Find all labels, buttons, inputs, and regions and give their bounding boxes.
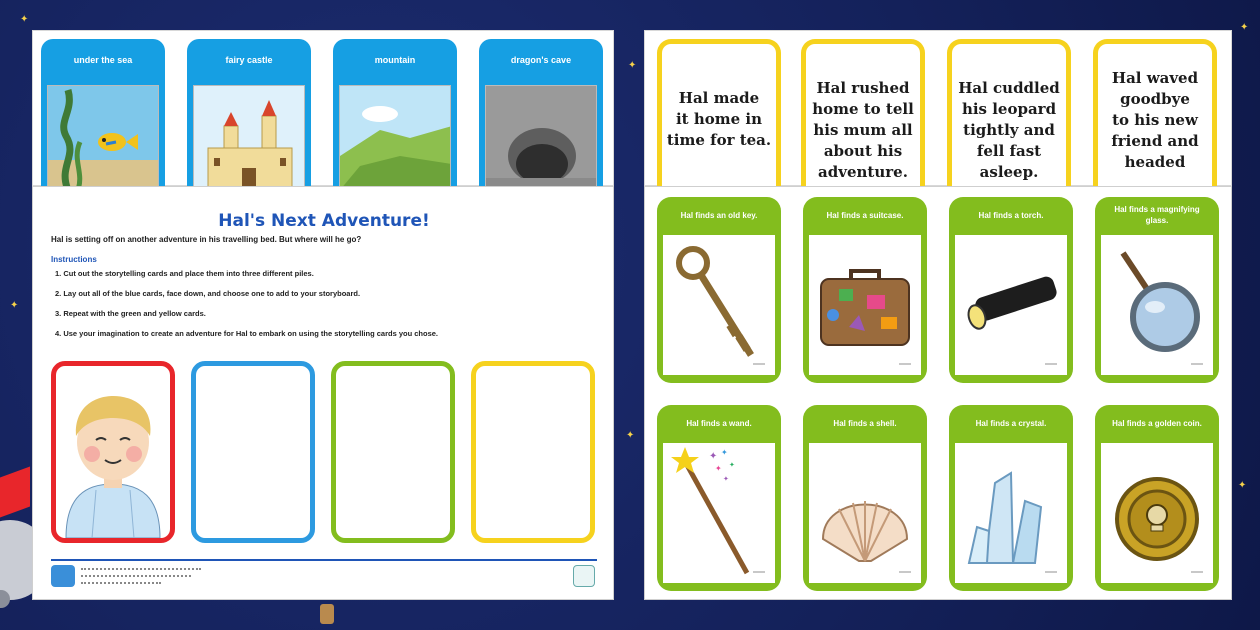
object-card[interactable] [1095, 197, 1219, 383]
instruction-item: 1. Cut out the storytelling cards and place them into three different piles. [55, 269, 314, 278]
storyboard-box-blue[interactable] [191, 361, 315, 543]
ending-card[interactable] [801, 39, 925, 189]
svg-text:✦: ✦ [715, 464, 722, 473]
ending-card-line: Hal waved [1111, 69, 1199, 87]
ending-card-line: his leopard [961, 100, 1057, 118]
instructions-heading: Instructions [51, 255, 97, 264]
card-footer-mark [899, 363, 911, 365]
star-icon: ✦ [628, 60, 637, 71]
instruction-item: 4. Use your imagination to create an adventure for Hal to embark on using the storytelling cards you chose. [55, 329, 439, 338]
object-card[interactable] [949, 197, 1073, 383]
setting-card[interactable] [479, 39, 603, 189]
ending-card-line: asleep. [979, 163, 1039, 181]
object-card[interactable] [803, 405, 927, 591]
activity-sheet-right [644, 30, 1232, 600]
quality-badge-icon [573, 565, 595, 587]
card-footer-mark [1045, 571, 1057, 573]
object-card-label: Hal finds an old key. [680, 210, 758, 220]
seaweed-fish-icon [47, 85, 159, 189]
key-icon [663, 235, 775, 375]
ending-card-line: time for tea. [666, 131, 772, 149]
star-icon: ✦ [10, 300, 19, 311]
ending-card-line: fell fast [976, 142, 1042, 160]
setting-card[interactable] [333, 39, 457, 189]
coin-icon [1101, 443, 1213, 583]
object-card-label: Hal finds a crystal. [975, 418, 1047, 428]
object-card[interactable] [657, 197, 781, 383]
ending-card-line: Hal cuddled [958, 79, 1060, 97]
ending-card-line: friend and [1111, 132, 1199, 150]
setting-card-label: mountain [374, 55, 416, 65]
object-card[interactable] [657, 405, 781, 591]
object-card-label: Hal finds a suitcase. [826, 210, 904, 220]
star-icon: ✦ [1240, 22, 1249, 33]
activity-sheet-left [32, 30, 614, 600]
ending-card-line: his mum all [813, 121, 913, 139]
ending-card-line: to his new [1112, 111, 1198, 129]
ending-card-line: adventure. [818, 163, 908, 181]
ending-card-line: headed [1124, 153, 1186, 171]
svg-text:✦: ✦ [709, 451, 718, 462]
setting-card[interactable] [41, 39, 165, 189]
card-footer-mark [1191, 571, 1203, 573]
svg-text:✦: ✦ [723, 475, 729, 483]
ending-card-line: about his [823, 142, 903, 160]
object-card[interactable] [1095, 405, 1219, 591]
storyboard-box-green[interactable] [331, 361, 455, 543]
ending-card-line: Hal made [678, 89, 760, 107]
setting-cards-strip [32, 30, 614, 186]
ending-card-line: tightly and [963, 121, 1055, 139]
instruction-item: 2. Lay out all of the blue cards, face down, and choose one to add to your storyboard. [55, 289, 361, 298]
setting-card-label: fairy castle [225, 55, 273, 65]
ending-cards-strip [644, 30, 1232, 186]
object-card-label: Hal finds a shell. [833, 418, 897, 428]
footer-small-print [81, 565, 221, 587]
card-footer-mark [899, 571, 911, 573]
setting-card-label: under the sea [73, 55, 133, 65]
card-footer-mark [1045, 363, 1057, 365]
svg-text:✦: ✦ [729, 461, 735, 469]
object-card-label: Hal finds a golden coin. [1112, 418, 1202, 428]
ending-card[interactable] [1093, 39, 1217, 189]
mountain-icon [339, 85, 451, 189]
suitcase-icon [809, 235, 921, 375]
ending-card[interactable] [947, 39, 1071, 189]
object-card-label: Hal finds a wand. [686, 418, 752, 428]
boy-hal-icon [56, 366, 170, 538]
card-footer-mark [1191, 363, 1203, 365]
card-footer-mark [753, 571, 765, 573]
footer-divider [51, 559, 597, 561]
cave-icon [485, 85, 597, 189]
storyboard-box-yellow[interactable] [471, 361, 595, 543]
object-card-label: Hal finds a magnifying glass. [1114, 205, 1200, 225]
object-card[interactable] [949, 405, 1073, 591]
magnifying-glass-icon [1101, 235, 1213, 375]
crystal-icon [955, 443, 1067, 583]
instruction-item: 3. Repeat with the green and yellow cards. [55, 309, 206, 318]
setting-card-label: dragon's cave [510, 55, 572, 65]
torch-icon [955, 235, 1067, 375]
shell-icon [809, 443, 921, 583]
page-title: Hal's Next Adventure! [218, 211, 430, 231]
object-cards-page [644, 186, 1232, 600]
ending-card[interactable] [657, 39, 781, 189]
ending-card-line: Hal rushed [816, 79, 910, 97]
storyboard-box-red[interactable] [51, 361, 175, 543]
star-icon: ✦ [626, 430, 635, 441]
card-footer-mark [753, 363, 765, 365]
object-card[interactable] [803, 197, 927, 383]
rocket-decoration [0, 467, 30, 518]
crate-decoration [320, 604, 334, 624]
svg-text:✦: ✦ [721, 448, 728, 457]
castle-icon [193, 85, 305, 189]
publisher-logo-icon [51, 565, 75, 587]
ending-card-line: it home in [675, 110, 762, 128]
wand-icon [663, 443, 775, 583]
instructions-list [55, 269, 438, 349]
worksheet-page [32, 186, 614, 600]
setting-card[interactable] [187, 39, 311, 189]
intro-text: Hal is setting off on another adventure in his travelling bed. But where will he go? [51, 235, 362, 244]
ending-card-line: home to tell [812, 100, 914, 118]
object-card-label: Hal finds a torch. [978, 210, 1044, 220]
ending-card-line: goodbye [1120, 90, 1190, 108]
star-icon: ✦ [1238, 480, 1247, 491]
star-icon: ✦ [20, 14, 29, 25]
